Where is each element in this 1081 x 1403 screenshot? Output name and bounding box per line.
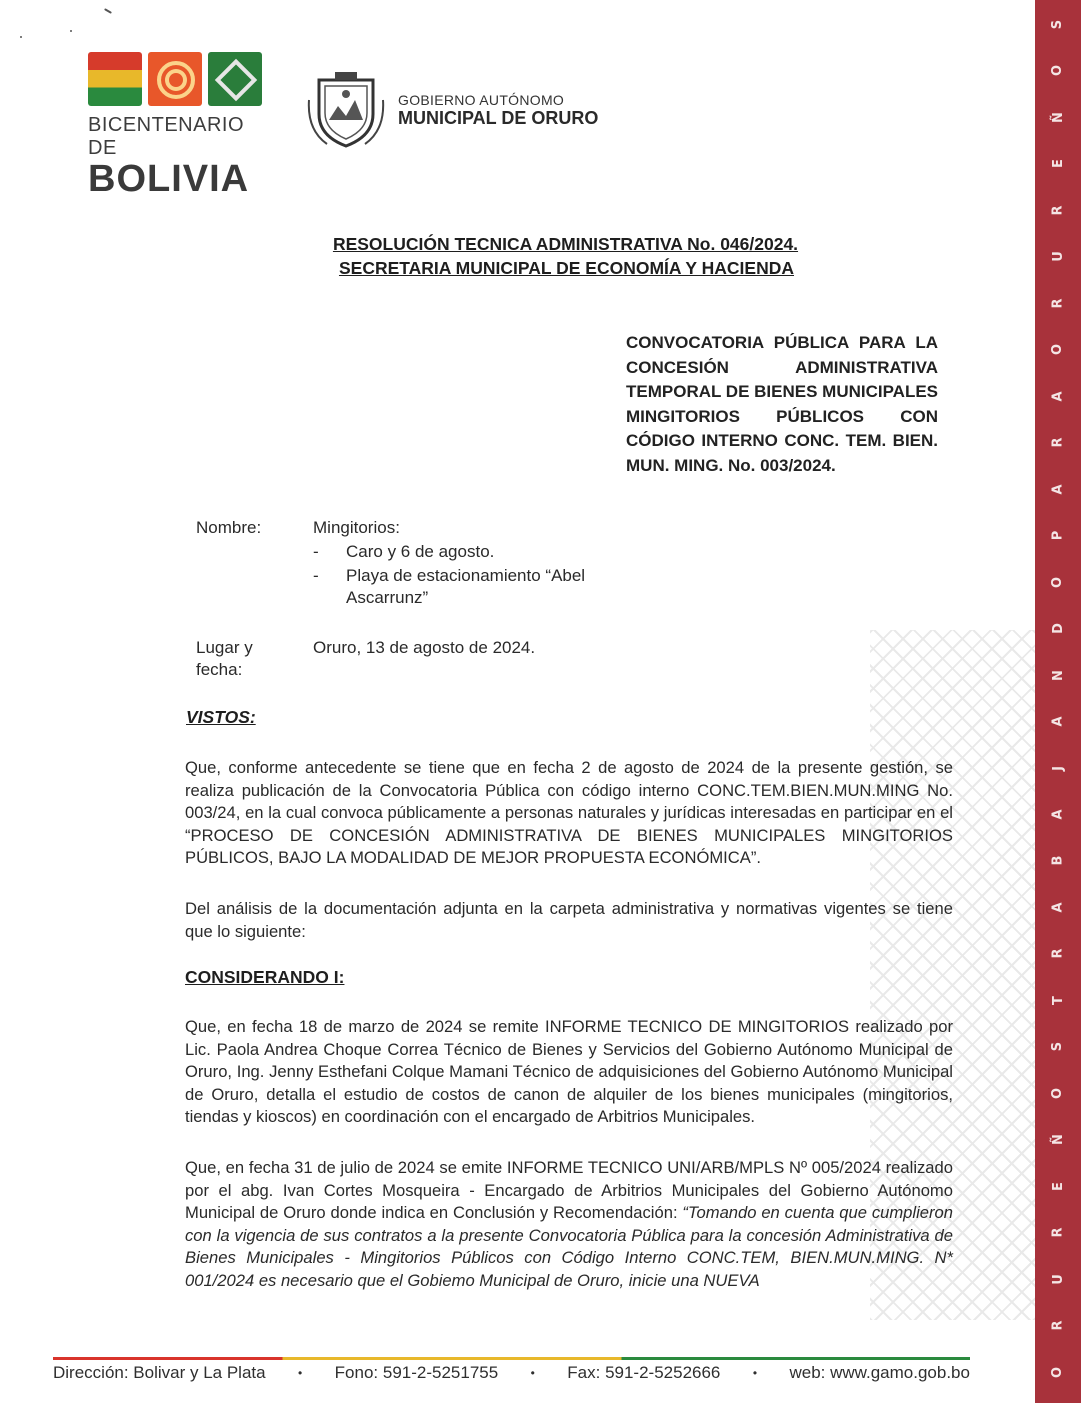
side-band-letter: U	[1050, 1273, 1066, 1285]
side-band-letter: Ñ	[1050, 1134, 1066, 1146]
convocatoria-block: CONVOCATORIA PÚBLICA PARA LA CONCESIÓN ADMINISTRATIVA TEMPORAL DE BIENES MUNICIPALES MINGITORIOS PÚBLICOS CON CÓDIGO INTERNO CONC. TEM. BIEN. MUN. MING. No. 003/2024.	[626, 333, 939, 475]
side-band-letter: R	[1050, 1227, 1066, 1238]
side-band-letter: O	[1050, 1087, 1066, 1099]
side-band-letter: R	[1050, 948, 1066, 959]
side-band-letter: O	[1050, 65, 1066, 77]
spiral-block-icon	[148, 52, 202, 106]
considerando-paragraph-2	[185, 1157, 953, 1292]
diamond-block-icon	[208, 52, 262, 106]
side-band-letter: R	[1050, 298, 1066, 309]
side-band-letter: J	[1050, 765, 1066, 771]
side-band-letter: B	[1050, 855, 1066, 866]
side-band-letter: A	[1050, 391, 1066, 402]
footer-divider	[53, 1357, 970, 1360]
nombre-value: Mingitorios:	[313, 518, 400, 537]
side-band-letter: R	[1050, 437, 1066, 448]
footer-separator: •	[752, 1366, 758, 1380]
scan-speck	[104, 8, 112, 14]
flag-block-icon	[88, 52, 142, 106]
scan-speck	[20, 36, 22, 38]
list-item-text: Playa de estacionamiento “Abel Ascarrunz”	[346, 566, 586, 607]
gov-big-text: MUNICIPAL DE ORURO	[398, 108, 599, 128]
footer-separator: •	[530, 1366, 535, 1380]
considerando-heading: CONSIDERANDO I:	[185, 967, 345, 987]
side-band-letter: E	[1050, 1181, 1066, 1191]
side-band-letter: E	[1050, 159, 1066, 169]
footer-phone: Fono: 591-2-5251755	[334, 1363, 499, 1382]
lugar-value: Oruro, 13 de agosto de 2024.	[313, 638, 536, 657]
bicentenario-big-text: BOLIVIA	[88, 158, 250, 200]
footer	[53, 1363, 970, 1383]
lugar-label-line2: fecha:	[196, 660, 243, 679]
side-band-letter: A	[1050, 716, 1066, 727]
side-band-letter: A	[1050, 484, 1066, 495]
bicentenario-emblem	[88, 52, 268, 106]
nombre-list	[313, 541, 603, 611]
list-dash: -	[313, 542, 319, 561]
resolution-title: RESOLUCIÓN TECNICA ADMINISTRATIVA No. 046/2024.	[332, 234, 799, 254]
side-band-letter: D	[1050, 623, 1066, 634]
side-band-letter: O	[1050, 576, 1066, 588]
gov-small-text: GOBIERNO AUTÓNOMO	[398, 92, 565, 108]
side-band-letter: A	[1050, 809, 1066, 820]
list-item-text: Caro y 6 de agosto.	[346, 542, 495, 561]
considerando-paragraph-2-quote: “Tomando en cuenta que cumplieron con la vigencia de sus contratos a la presente Convocatoria Pública para la concesión Administrativa de Bienes Municipales - Mingitorios Públicos con Código Interno CONC.TEM, BIEN.MUN.MING. N* 001/2024 es necesario que el Gobiemo Municipal de Oruro, inicie una NUEVA	[185, 1203, 953, 1290]
list-dash: -	[313, 566, 319, 585]
side-band-letter: Ñ	[1050, 111, 1066, 123]
side-band-letter: P	[1050, 530, 1066, 541]
footer-web: web: www.gamo.gob.bo	[789, 1363, 970, 1382]
list-item	[313, 541, 603, 563]
vistos-heading: VISTOS:	[186, 707, 256, 727]
secretaria-title: SECRETARIA MUNICIPAL DE ECONOMÍA Y HACIENDA	[338, 258, 795, 278]
considerando-paragraph-2-text: Que, en fecha 31 de julio de 2024 se emite INFORME TECNICO UNI/ARB/MPLS Nº 005/2024 realizado por el abg. Ivan Cortes Mosqueira - Encargado de Arbitrios Municipales del Gobierno Autónomo Municipal de Oruro donde indica en Conclusión y Recomendación:	[185, 1158, 953, 1222]
side-band-letter: A	[1050, 902, 1066, 913]
side-band-letter: R	[1050, 205, 1066, 216]
side-band-letter: T	[1050, 995, 1066, 1005]
footer-separator: •	[298, 1366, 303, 1380]
bicentenario-logo	[88, 52, 268, 198]
considerando-paragraph-1: Que, en fecha 18 de marzo de 2024 se remite INFORME TECNICO DE MINGITORIOS realizado por Lic. Paola Andrea Choque Correa Técnico de Bienes y Servicios del Gobierno Autónomo Municipal de Oruro, Ing. Jenny Esthefani Colque Mamani Técnico de adquisiciones del Gobierno Autónomo Municipal de Oruro, detalla el estudio de costos de canon de alquiler de los bienes municipales (mingitorios, tiendas y kioscos) en coordinación con el encargado de Arbitrios Municipales.	[185, 1017, 953, 1126]
side-band-letter: R	[1050, 1320, 1066, 1331]
footer-address: Dirección: Bolivar y La Plata	[53, 1363, 266, 1382]
scan-speck	[70, 30, 72, 32]
lugar-label-line1: Lugar y	[196, 638, 253, 657]
vistos-paragraph-2: Del análisis de la documentación adjunta en la carpeta administrativa y normativas vigentes se tiene que lo siguiente:	[185, 899, 953, 941]
side-band-letter: S	[1050, 19, 1066, 30]
list-item	[313, 565, 603, 609]
side-band	[1035, 0, 1081, 1403]
side-band-letter: N	[1050, 669, 1066, 681]
side-band-letter: U	[1050, 251, 1066, 263]
vistos-paragraph-1: Que, conforme antecedente se tiene que en fecha 2 de agosto de 2024 de la presente gestión, se realiza publicación de la Convocatoria Pública con código interno CONC.TEM.BIEN.MUN.MING No. 003/24, en la cual convoca públicamente a personas naturales y jurídicas interesadas en participar en el “PROCESO DE CONCESIÓN ADMINISTRATIVA DE BIENES MUNICIPALES MINGITORIOS PÚBLICOS, BAJO LA MODALIDAD DE MEJOR PROPUESTA ECONÓMICA”.	[185, 758, 953, 867]
oruro-crest-icon	[305, 70, 387, 152]
footer-fax: Fax: 591-2-5252666	[567, 1363, 721, 1382]
side-band-letter: S	[1050, 1042, 1066, 1052]
side-band-letter: O	[1050, 1366, 1066, 1378]
bicentenario-small-text: BICENTENARIO DE	[88, 114, 245, 159]
side-band-letter: O	[1050, 344, 1066, 356]
nombre-label: Nombre:	[196, 518, 262, 537]
